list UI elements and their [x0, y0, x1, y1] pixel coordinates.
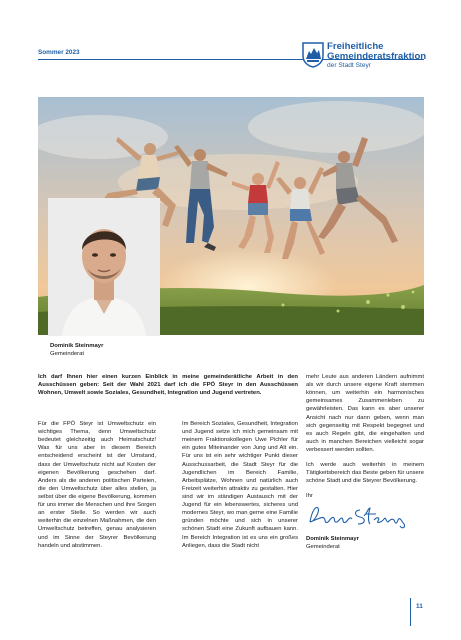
- issue-season: Sommer 2023: [38, 49, 80, 56]
- portrait-photo: [48, 198, 160, 336]
- signature-name: Dominik Steinmayr: [306, 535, 359, 542]
- caption-role: Gemeinderat: [50, 350, 85, 357]
- article-intro: Ich darf Ihnen hier einen kurzen Einblick in meine gemeinderätliche Arbeit in den Ausschüssen geben: Seit der Wahl 2021 darf ich die FPÖ Steyr in den Ausschüssen Wohnen, Umwelt sowie Soziales, Gesundheit, Integration und Jugend vertreten.: [38, 374, 298, 397]
- article-paragraph: Ich werde auch weiterhin in meinem Tätigkeitsbereich das Beste geben für unsere schöne Stadt und die Steyrer Bevölkerung.: [306, 462, 424, 485]
- article-paragraph: Im Bereich Soziales, Gesundheit, Integration und Jugend setze ich mich gemeinsam mit meinem Fraktionskollegen Uwe Pichler für ein gutes Miteinander von Jung und Alt ein. Für uns ist ein sehr wichtiger Punkt dieser Ausschussarbeit, die Stadt Steyr für die Jugendlichen im Bereich Familie, Arbeitsplätze, Wohnen und natürlich auch Freizeit weiterhin attraktiv zu gestalten. Hier sind wir im ständigen Austausch mit der Jugend für ein lebenswertes, sicheres und modernes Steyr, wo man gerne eine Familie gründen möchte und sich in unserer schönen Stadt eine Zukunft aufbauen kann. Im Bereich Integration ist es uns ein großes Anliegen, dass die Stadt nicht: [182, 421, 298, 549]
- handwritten-signature: [306, 502, 416, 530]
- signature-role: Gemeinderat: [306, 543, 340, 550]
- portrait-caption: [50, 343, 103, 359]
- party-logo: [302, 42, 426, 70]
- coat-of-arms-icon: [302, 42, 324, 68]
- article-column-2: [182, 420, 298, 557]
- page-number: 11: [416, 603, 423, 610]
- article-paragraph: mehr Leute aus anderen Ländern aufnimmt als wir durch unsere eigene Kraft stemmen können, um weiterhin ein harmonisches gemeinsames Zusammenleben zu gewährleisten. Das kann es aber unserer Ansicht nach nur dann geben, wenn man sich gegenseitig mit Respekt begegnet und es auch Regeln gibt, die eingehalten und auch in manchen Bereichen vielleicht sogar verbessert werden sollten.: [306, 374, 424, 453]
- logo-text-line3: der Stadt Steyr: [327, 62, 371, 70]
- article-column-3: [306, 373, 424, 551]
- page-number-divider: [410, 598, 411, 626]
- article-paragraph: Für die FPÖ Steyr ist Umweltschutz ein wichtiges Thema, denn Umweltschutz bedeutet gleichzeitig auch Heimatschutz! Was für uns aber in diesem Bereich entscheidend erscheint ist der Umstand, dass der Umweltschutz nicht auf Kosten der eigenen Bevölkerung geschehen darf. Anders als die anderen politischen Parteien, die den Umweltschutz über alles stellen, ja selbst über die eigene Bevölkerung, kommen für uns immer die Menschen und ihre Sorgen an erster Stelle. So werden wir auch weiterhin die einzelnen Maßnahmen, die den Umweltschutz betreffen, genau analysieren und im Sinne der Steyrer Bevölkerung handeln und abstimmen.: [38, 421, 156, 549]
- logo-text-line2: Gemeinderatsfraktion: [327, 51, 427, 63]
- article-column-1: [38, 420, 156, 557]
- caption-name: Dominik Steinmayr: [50, 343, 104, 349]
- closing-salutation: Ihr: [306, 493, 313, 500]
- logo-text-line1: Freiheitliche: [327, 41, 384, 52]
